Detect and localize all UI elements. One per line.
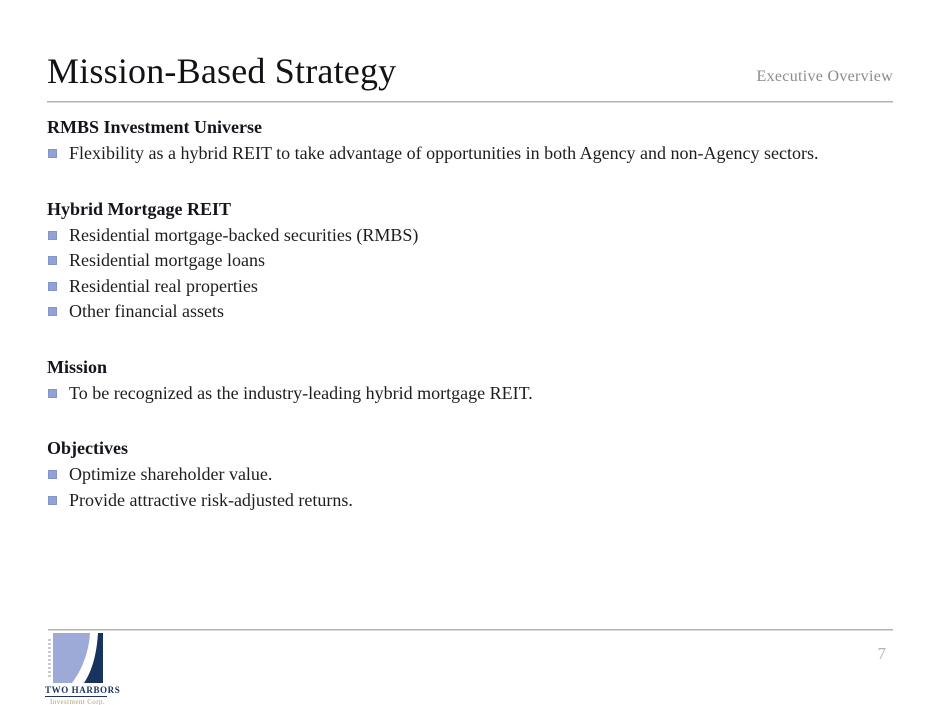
bullet-text: To be recognized as the industry-leading hybrid mortgage REIT. (69, 382, 533, 403)
bullet-square-icon (48, 389, 57, 398)
section-objectives (47, 436, 895, 513)
bullet-square-icon (48, 231, 57, 240)
bullet-item (47, 381, 895, 407)
section-heading: Mission (47, 356, 108, 377)
footer-rule (48, 629, 893, 631)
bullet-item (47, 274, 895, 300)
bullet-list (47, 141, 895, 167)
bullet-text: Residential mortgage loans (69, 250, 265, 270)
bullet-item (47, 299, 895, 325)
slide-header (47, 50, 893, 103)
bullet-list (47, 381, 895, 407)
bullet-square-icon (48, 256, 57, 265)
section-heading: RMBS Investment Universe (47, 117, 262, 137)
section-mission (47, 355, 895, 407)
bullet-square-icon (48, 282, 57, 291)
logo-name: TWO HARBORS (45, 685, 121, 695)
bullet-item (47, 462, 895, 488)
page-number: 7 (877, 644, 886, 663)
bullet-text: Residential real properties (69, 275, 258, 296)
section-hybrid-mortgage-reit (47, 197, 895, 325)
bullet-item (47, 141, 895, 167)
section-heading: Hybrid Mortgage REIT (47, 198, 231, 219)
bullet-list (47, 462, 895, 513)
header-section-label: Executive Overview (756, 68, 893, 85)
logo-vertical-text (48, 639, 51, 679)
bullet-item (47, 223, 895, 249)
bullet-square-icon (48, 496, 57, 505)
bullet-square-icon (48, 149, 57, 158)
bullet-item (47, 248, 895, 274)
bullet-list (47, 223, 895, 325)
header-rule (47, 101, 893, 103)
bullet-text: Flexibility as a hybrid REIT to take advantage of opportunities in both Agency and non-Agency sectors. (69, 143, 819, 163)
bullet-square-icon (48, 470, 57, 479)
two-harbors-logo (45, 633, 121, 705)
page-title: Mission-Based Strategy (47, 51, 397, 91)
slide-body (47, 115, 895, 513)
bullet-text: Residential mortgage-backed securities (RMBS) (69, 224, 419, 245)
section-rmbs-investment-universe (47, 115, 895, 167)
bullet-text: Optimize shareholder value. (69, 464, 273, 484)
bullet-item (47, 488, 895, 514)
bullet-text: Provide attractive risk-adjusted returns. (69, 489, 353, 510)
bullet-text: Other financial assets (69, 301, 224, 321)
bullet-square-icon (48, 307, 57, 316)
logo-subtitle: Investment Corp. (49, 698, 105, 705)
logo-mark-icon (53, 633, 103, 683)
section-heading: Objectives (47, 438, 128, 458)
